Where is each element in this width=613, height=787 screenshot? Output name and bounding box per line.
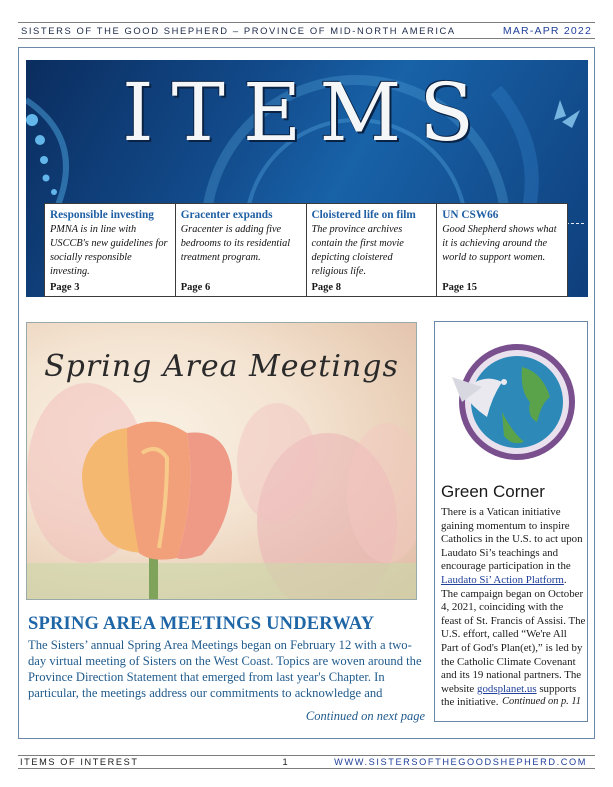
item-page: Page 8 bbox=[311, 282, 341, 293]
green-corner-text-1: There is a Vatican initiative gaining momentum to inspire Catholics in the U.S. to act upon Laudato Si’s teachings and encourage participation in the bbox=[441, 506, 583, 573]
earth-dove-logo bbox=[442, 342, 582, 462]
item-page: Page 15 bbox=[442, 282, 477, 293]
tulip-photo bbox=[26, 322, 417, 600]
organization-name: SISTERS OF THE GOOD SHEPHERD – PROVINCE OF MID-NORTH AMERICA bbox=[21, 25, 456, 36]
feature-headline: SPRING AREA MEETINGS UNDERWAY bbox=[28, 614, 375, 634]
green-corner-text-3: supports the initiative. bbox=[441, 682, 577, 709]
items-index bbox=[44, 203, 568, 297]
page-number: 1 bbox=[282, 757, 288, 767]
item-gracenter-expands[interactable] bbox=[176, 204, 307, 296]
top-header-bar bbox=[18, 22, 595, 39]
green-corner-title: Green Corner bbox=[441, 482, 545, 501]
item-heading: Cloistered life on film bbox=[311, 209, 416, 221]
laudato-si-link[interactable]: Laudato Si’ Action Platform bbox=[441, 573, 564, 586]
item-description: The province archives contain the first movie depicting cloistered religious life. bbox=[311, 224, 404, 277]
green-corner-continued[interactable]: Continued on p. 11 bbox=[502, 696, 581, 707]
website-url[interactable]: WWW.SISTERSOFTHEGOODSHEPHERD.COM bbox=[334, 757, 587, 767]
item-heading: Responsible investing bbox=[50, 209, 154, 221]
footer-section-name: ITEMS OF INTEREST bbox=[20, 757, 139, 767]
item-page: Page 6 bbox=[180, 282, 211, 293]
item-page: Page 3 bbox=[50, 282, 80, 293]
issue-date: MAR-APR 2022 bbox=[502, 24, 592, 37]
feature-body: The Sisters’ annual Spring Area Meetings began on February 12 with a two-day virtual meeting of Sisters on the West Coast. Topics are woven around the Province Direction Statement that emerged from last year's Chapter. In particular, the meetings address our commitments to acknowledge and bbox=[28, 638, 422, 700]
item-heading: Gracenter expands bbox=[180, 209, 273, 221]
green-corner-box bbox=[434, 321, 588, 722]
banner-title: ITEMS bbox=[121, 66, 493, 159]
item-description: Gracenter is adding five bedrooms to its residential treatment program. bbox=[180, 224, 291, 263]
item-description: Good Shepherd shows what it is achieving around the world to support women. bbox=[442, 224, 557, 263]
item-responsible-investing[interactable] bbox=[45, 204, 176, 296]
photo-caption: Spring Area Meetings bbox=[44, 349, 399, 384]
item-heading: UN CSW66 bbox=[442, 209, 499, 221]
godsplanet-link[interactable]: godsplanet.us bbox=[477, 682, 537, 695]
green-corner-text bbox=[441, 506, 586, 710]
footer-bar bbox=[18, 755, 595, 769]
feature-continued-link[interactable]: Continued on next page bbox=[305, 709, 425, 723]
item-un-csw66[interactable] bbox=[437, 204, 567, 296]
item-description: PMNA is in line with USCCB's new guidelines for socially responsible investing. bbox=[50, 224, 168, 277]
item-cloistered-life[interactable] bbox=[307, 204, 438, 296]
green-corner-text-2: . The campaign began on October 4, 2021, coinciding with the feast of St. Francis of Assisi. The U.S. effort, called “We're All Part of God's Plan(et),” is led by the Catholic Climate Covenant and its 19 national partners. The website bbox=[441, 573, 586, 695]
